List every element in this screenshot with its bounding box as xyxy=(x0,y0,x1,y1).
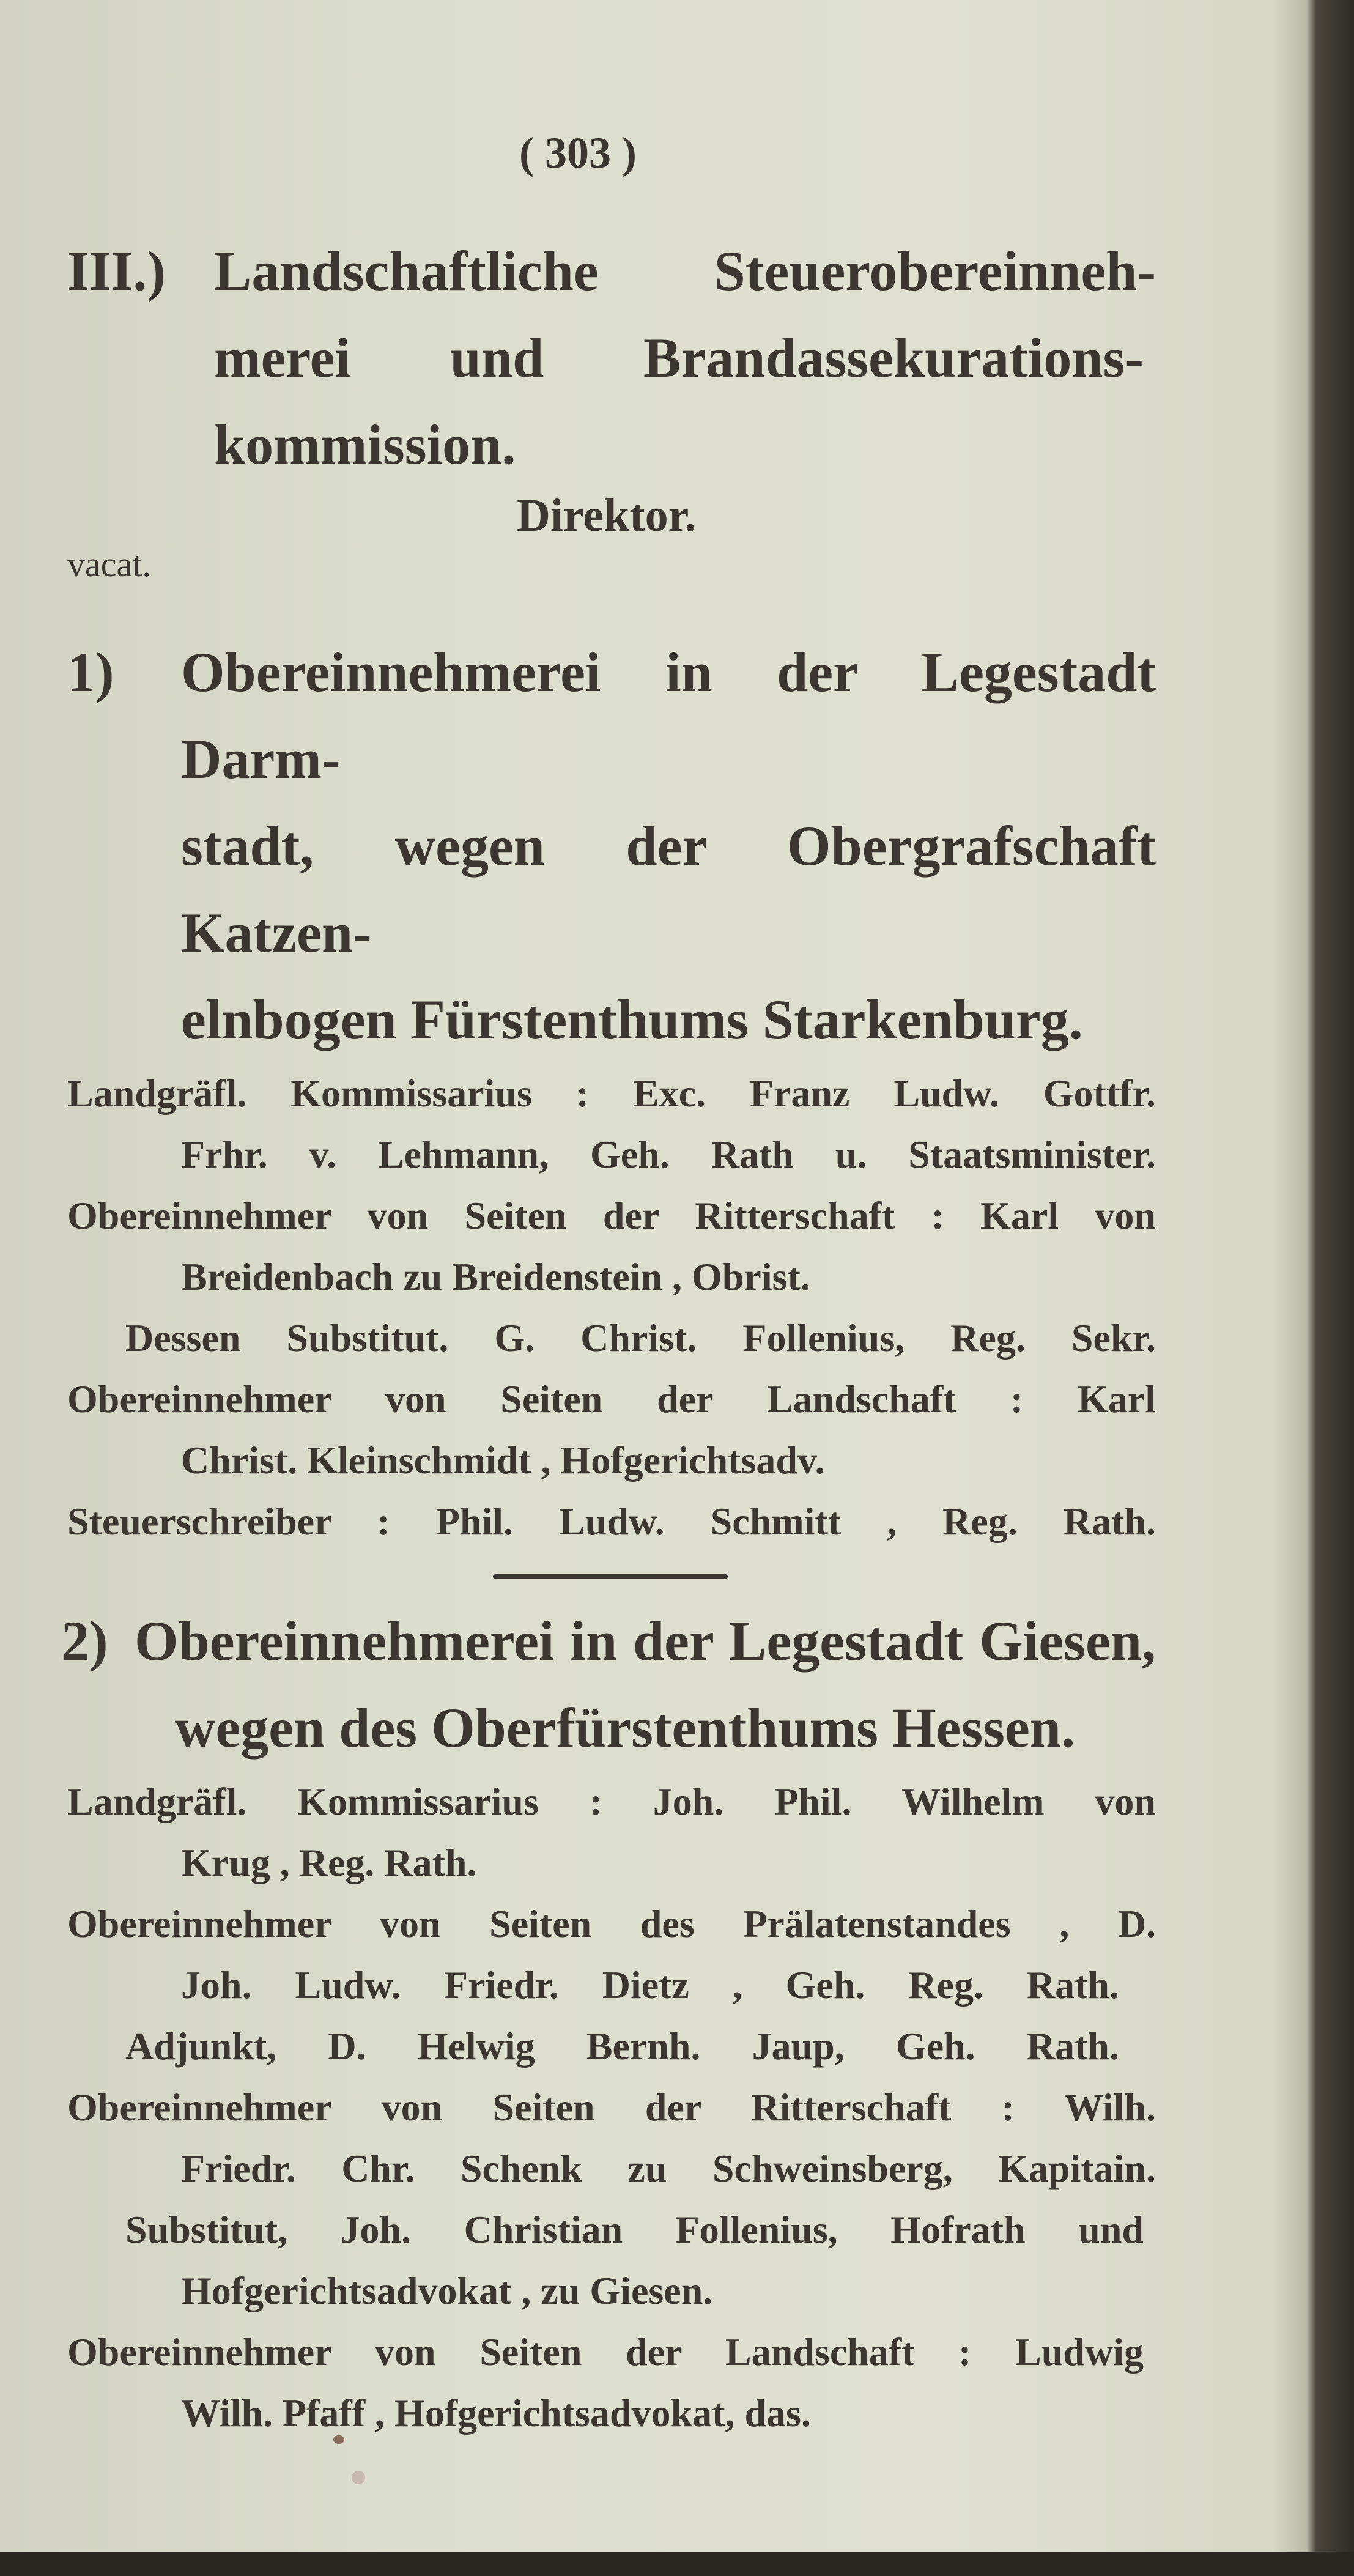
section-title-line: kommission. xyxy=(214,413,516,476)
entry-line: Joh. Ludw. Friedr. Dietz , Geh. Reg. Rath. xyxy=(181,1963,1119,2007)
entry-line: Wilh. Pfaff , Hofgerichtsadvokat, das. xyxy=(181,2391,811,2435)
part1-heading: Obereinnehmerei in der Legestadt Darm- xyxy=(181,641,1156,790)
part1-heading: stadt, wegen der Obergrafschaft Katzen- xyxy=(181,815,1156,964)
section-title xyxy=(67,228,1156,488)
entry-line: Obereinnehmer von Seiten der Ritterschaft : Wilh. xyxy=(67,2086,1156,2129)
entry-line: Obereinnehmer von Seiten des Prälatenstandes , D. xyxy=(67,1902,1156,1945)
page-number: ( 303 ) xyxy=(519,128,637,177)
part2-number: 2) xyxy=(61,1610,108,1672)
entry-line: Friedr. Chr. Schenk zu Schweinsberg, Kapitain. xyxy=(181,2147,1156,2190)
part2-heading-block xyxy=(61,1597,1156,1771)
part2-heading: wegen des Oberfürstenthums Hessen. xyxy=(175,1697,1075,1759)
entry-line: Obereinnehmer von Seiten der Landschaft : Ludwig xyxy=(67,2330,1144,2374)
entry-line: Dessen Substitut. G. Christ. Follenius, Reg. Sekr. xyxy=(125,1316,1156,1360)
entry-line: Frhr. v. Lehmann, Geh. Rath u. Staatsminister. xyxy=(181,1133,1156,1176)
book-page xyxy=(61,0,1156,2517)
director-value: vacat. xyxy=(67,544,151,584)
page-bottom-edge xyxy=(0,2552,1354,2576)
entry-line: Steuerschreiber : Phil. Ludw. Schmitt , Reg. Rath. xyxy=(67,1500,1156,1543)
entry-line: Obereinnehmer von Seiten der Landschaft : Karl xyxy=(67,1377,1156,1421)
entry-line: Landgräfl. Kommissarius : Joh. Phil. Wilhelm von xyxy=(67,1780,1156,1823)
part1-heading-block xyxy=(67,629,1156,1063)
entry-line: Substitut, Joh. Christian Follenius, Hofrath und xyxy=(125,2208,1144,2251)
section-title-line: Landschaftliche Steuerobereinneh- xyxy=(214,240,1156,302)
section-number: III.) xyxy=(67,240,166,302)
director-label: Direktor. xyxy=(517,490,697,541)
entry-line: Hofgerichtsadvokat , zu Giesen. xyxy=(181,2269,713,2312)
entry-line: Landgräfl. Kommissarius : Exc. Franz Ludw. Gottfr. xyxy=(67,1071,1156,1115)
section-divider xyxy=(493,1574,728,1579)
part1-heading: elnbogen Fürstenthums Starkenburg. xyxy=(181,988,1083,1051)
part1-number: 1) xyxy=(67,641,114,703)
part2-heading: Obereinnehmerei in der Legestadt Giesen, xyxy=(135,1610,1156,1672)
entry-line: Christ. Kleinschmidt , Hofgerichtsadv. xyxy=(181,1438,825,1482)
entry-line: Obereinnehmer von Seiten der Ritterschaft : Karl von xyxy=(67,1194,1156,1237)
ink-spot xyxy=(333,2435,344,2444)
stain-spot xyxy=(352,2471,365,2484)
entry-line: Breidenbach zu Breidenstein , Obrist. xyxy=(181,1255,810,1298)
entry-line: Adjunkt, D. Helwig Bernh. Jaup, Geh. Rath. xyxy=(125,2024,1119,2068)
entry-line: Krug , Reg. Rath. xyxy=(181,1841,477,1884)
section-title-line: merei und Brandassekurations- xyxy=(214,327,1144,389)
